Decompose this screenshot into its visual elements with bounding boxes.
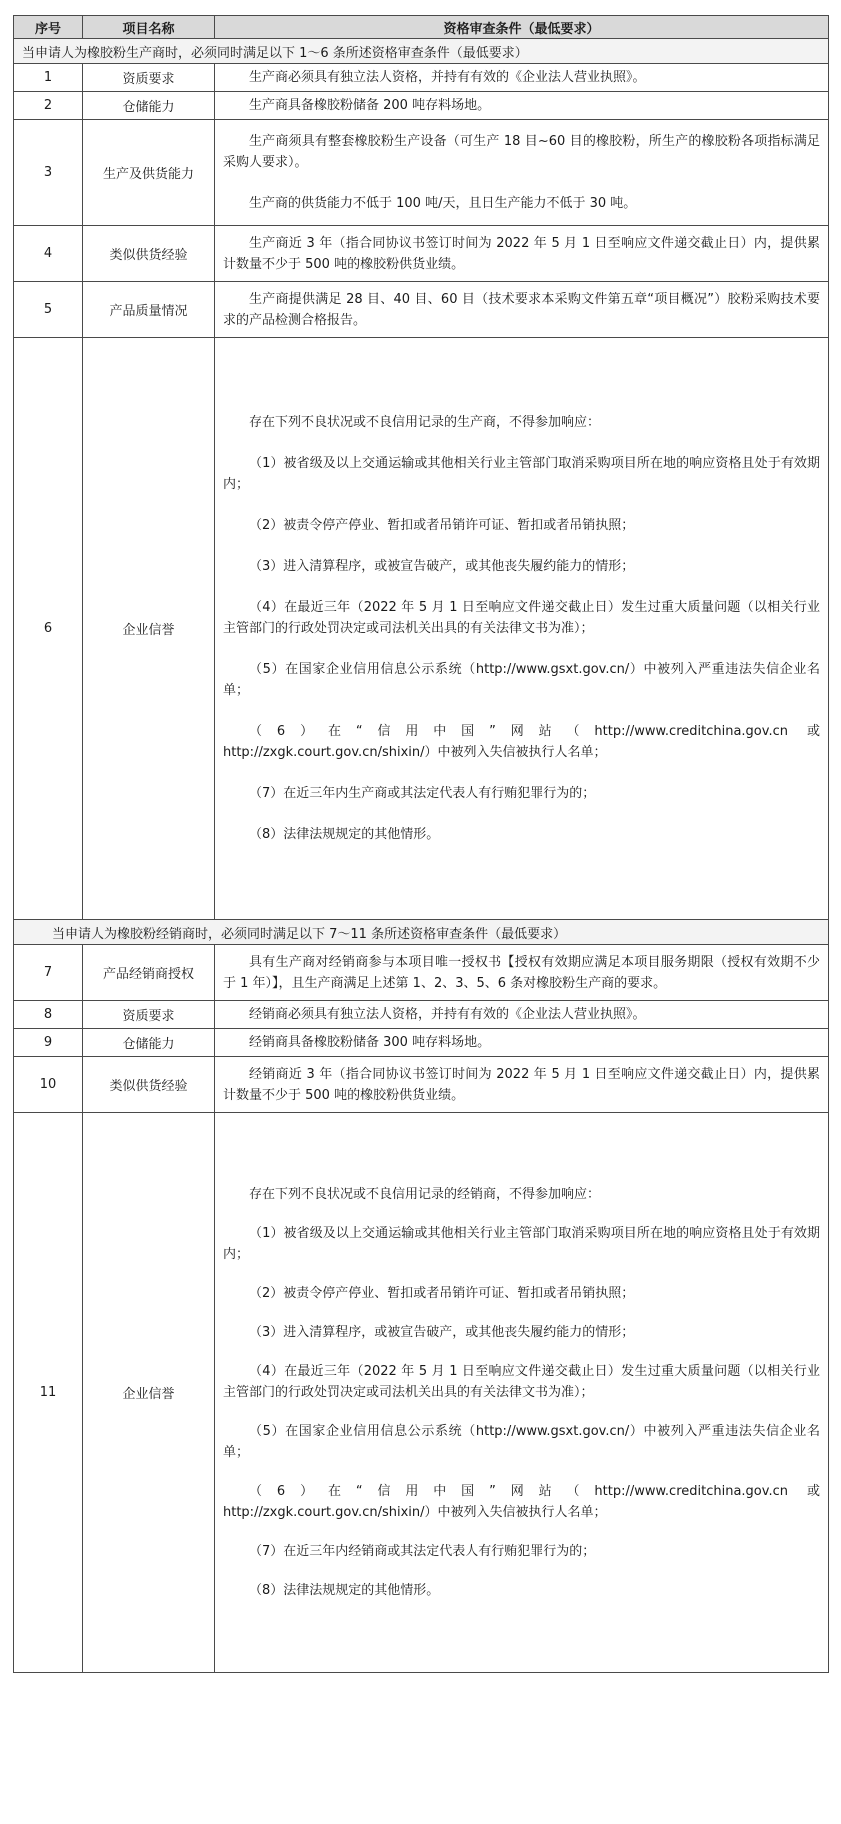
condition-paragraph: 存在下列不良状况或不良信用记录的生产商，不得参加响应： <box>249 415 601 430</box>
qualification-table <box>13 15 829 1673</box>
table-row <box>14 282 829 338</box>
row-item-name: 产品经销商授权 <box>83 945 215 1001</box>
row-number: 1 <box>14 64 83 92</box>
condition-paragraph: （2）被责令停产停业、暂扣或者吊销许可证、暂扣或者吊销执照； <box>249 518 635 533</box>
header-condition: 资格审查条件（最低要求） <box>215 16 829 39</box>
table-row <box>14 1113 829 1673</box>
row-number: 11 <box>14 1113 83 1673</box>
row-item-name: 生产及供货能力 <box>83 120 215 226</box>
condition-paragraph: （4）在最近三年（2022 年 5 月 1 日至响应文件递交截止日）发生过重大质量问题（以相关行业主管部门的行政处罚决定或司法机关出具的有关法律文书为准）； <box>223 600 820 636</box>
row-item-name: 类似供货经验 <box>83 226 215 282</box>
row-condition <box>215 1029 829 1057</box>
row-number: 6 <box>14 338 83 920</box>
condition-paragraph: （7）在近三年内经销商或其法定代表人有行贿犯罪行为的； <box>249 1544 596 1559</box>
row-item-name: 仓储能力 <box>83 1029 215 1057</box>
row-condition <box>215 338 829 920</box>
row-item-name: 类似供货经验 <box>83 1057 215 1113</box>
condition-paragraph: 生产商须具有整套橡胶粉生产设备（可生产 18 目~60 目的橡胶粉，所生产的橡胶粉各项指标满足采购人要求）。 <box>223 134 820 170</box>
section-row-producer <box>14 39 829 64</box>
table-row <box>14 1029 829 1057</box>
row-condition <box>215 120 829 226</box>
row-item-name: 产品质量情况 <box>83 282 215 338</box>
condition-paragraph: 经销商必须具有独立法人资格，并持有有效的《企业法人营业执照》。 <box>249 1007 646 1022</box>
header-no: 序号 <box>14 16 83 39</box>
table-row <box>14 1057 829 1113</box>
condition-paragraph: 存在下列不良状况或不良信用记录的经销商，不得参加响应： <box>249 1187 601 1202</box>
row-number: 7 <box>14 945 83 1001</box>
row-number: 5 <box>14 282 83 338</box>
row-number: 10 <box>14 1057 83 1113</box>
row-item-name: 资质要求 <box>83 1001 215 1029</box>
row-condition <box>215 945 829 1001</box>
row-number: 4 <box>14 226 83 282</box>
condition-paragraph: （2）被责令停产停业、暂扣或者吊销许可证、暂扣或者吊销执照； <box>249 1286 635 1301</box>
condition-paragraph: 生产商的供货能力不低于 100 吨/天，且日生产能力不低于 30 吨。 <box>249 196 637 211</box>
condition-paragraph: （5）在国家企业信用信息公示系统（http://www.gsxt.gov.cn/）中被列入严重违法失信企业名单； <box>223 1424 820 1460</box>
row-number: 9 <box>14 1029 83 1057</box>
table-row <box>14 226 829 282</box>
condition-paragraph: （8）法律法规规定的其他情形。 <box>249 1583 440 1598</box>
header-name: 项目名称 <box>83 16 215 39</box>
table-row <box>14 1001 829 1029</box>
row-condition <box>215 92 829 120</box>
condition-paragraph: （8）法律法规规定的其他情形。 <box>249 827 440 842</box>
condition-paragraph: 经销商近 3 年（指合同协议书签订时间为 2022 年 5 月 1 日至响应文件递交截止日）内，提供累计数量不少于 500 吨的橡胶粉供货业绩。 <box>223 1066 820 1103</box>
row-condition <box>215 64 829 92</box>
table-row <box>14 92 829 120</box>
row-number: 3 <box>14 120 83 226</box>
condition-paragraph: （4）在最近三年（2022 年 5 月 1 日至响应文件递交截止日）发生过重大质量问题（以相关行业主管部门的行政处罚决定或司法机关出具的有关法律文书为准）； <box>223 1364 820 1400</box>
condition-paragraph: 生产商提供满足 28 目、40 目、60 目（技术要求本采购文件第五章“项目概况”）胶粉采购技术要求的产品检测合格报告。 <box>223 291 820 328</box>
table-row <box>14 64 829 92</box>
condition-paragraph: （5）在国家企业信用信息公示系统（http://www.gsxt.gov.cn/）中被列入严重违法失信企业名单； <box>223 662 820 698</box>
condition-paragraph: （3）进入清算程序，或被宣告破产，或其他丧失履约能力的情形； <box>249 1325 635 1340</box>
condition-paragraph: （3）进入清算程序，或被宣告破产，或其他丧失履约能力的情形； <box>249 559 635 574</box>
condition-paragraph: （6）在“信用中国”网站（http://www.creditchina.gov.cn 或 http://zxgk.court.gov.cn/shixin/）中被列入失信被执行人名单； <box>223 1484 820 1520</box>
row-condition <box>215 1113 829 1673</box>
condition-paragraph: （6）在“信用中国”网站（http://www.creditchina.gov.cn 或 http://zxgk.court.gov.cn/shixin/）中被列入失信被执行人名单； <box>223 724 820 760</box>
row-number: 8 <box>14 1001 83 1029</box>
condition-paragraph: 经销商具备橡胶粉储备 300 吨存料场地。 <box>249 1035 491 1050</box>
condition-paragraph: 生产商必须具有独立法人资格，并持有有效的《企业法人营业执照》。 <box>249 70 646 85</box>
table-header-row <box>14 16 829 39</box>
row-item-name: 企业信誉 <box>83 1113 215 1673</box>
row-number: 2 <box>14 92 83 120</box>
row-item-name: 资质要求 <box>83 64 215 92</box>
condition-paragraph: 生产商具备橡胶粉储备 200 吨存料场地。 <box>249 98 491 113</box>
table-row <box>14 338 829 920</box>
condition-paragraph: （1）被省级及以上交通运输或其他相关行业主管部门取消采购项目所在地的响应资格且处于有效期内； <box>223 1226 820 1262</box>
row-condition <box>215 282 829 338</box>
condition-paragraph: 具有生产商对经销商参与本项目唯一授权书【授权有效期应满足本项目服务期限（授权有效期不少于 1 年）】，且生产商满足上述第 1、2、3、5、6 条对橡胶粉生产商的要求。 <box>223 954 820 991</box>
condition-paragraph: （1）被省级及以上交通运输或其他相关行业主管部门取消采购项目所在地的响应资格且处于有效期内； <box>223 456 820 492</box>
table-row <box>14 945 829 1001</box>
row-item-name: 仓储能力 <box>83 92 215 120</box>
table-row <box>14 120 829 226</box>
section-producer: 当申请人为橡胶粉生产商时，必须同时满足以下 1～6 条所述资格审查条件（最低要求） <box>14 39 829 64</box>
section-distributor: 当申请人为橡胶粉经销商时，必须同时满足以下 7～11 条所述资格审查条件（最低要求） <box>14 920 829 945</box>
row-condition <box>215 226 829 282</box>
condition-paragraph: （7）在近三年内生产商或其法定代表人有行贿犯罪行为的； <box>249 786 596 801</box>
section-row-distributor <box>14 920 829 945</box>
condition-paragraph: 生产商近 3 年（指合同协议书签订时间为 2022 年 5 月 1 日至响应文件递交截止日）内，提供累计数量不少于 500 吨的橡胶粉供货业绩。 <box>223 235 820 272</box>
row-condition <box>215 1001 829 1029</box>
row-condition <box>215 1057 829 1113</box>
row-item-name: 企业信誉 <box>83 338 215 920</box>
